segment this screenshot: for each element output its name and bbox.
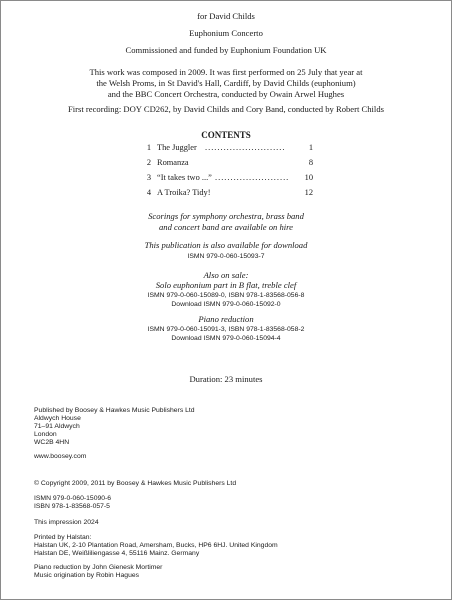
- performance-line-1: This work was composed in 2009. It was first performed on 25 July that year at: [89, 67, 363, 77]
- publisher-website-link[interactable]: www.boosey.com: [34, 453, 87, 460]
- toc-page: 10: [304, 173, 313, 182]
- toc-title: “It takes two ...”: [157, 173, 212, 182]
- address-line: WC2B 4HN: [34, 439, 70, 446]
- copyright-ismn: ISMN 979-0-060-15090-6: [34, 495, 112, 502]
- work-title: Euphonium Concerto: [189, 28, 263, 38]
- publisher-line: Published by Boosey & Hawkes Music Publishers Ltd: [34, 407, 195, 414]
- music-origination-credit: Music origination by Robin Hagues: [34, 572, 140, 579]
- impression-line: This impression 2024: [34, 519, 99, 526]
- also-on-sale-heading: Also on sale:: [203, 270, 249, 280]
- address-line: Aldwych House: [34, 415, 81, 422]
- toc-title: Romanza: [157, 158, 189, 167]
- printer-line-1: Printed by Halstan:: [34, 534, 92, 541]
- first-recording: First recording: DOY CD262, by David Childs and Cory Band, conducted by Robert Childs: [68, 104, 384, 114]
- toc-number: 2: [146, 158, 151, 167]
- toc-number: 3: [146, 173, 151, 182]
- download-line: This publication is also available for download: [144, 240, 308, 250]
- printer-line-3: Halstan DE, Weißliliengasse 4, 55116 Mainz. Germany: [34, 550, 200, 557]
- piano-reduction-heading: Piano reduction: [198, 314, 254, 324]
- toc-leader: ..........................: [205, 143, 286, 152]
- piano-reduction-download: Download ISMN 979-0-060-15094-4: [171, 335, 281, 342]
- toc-title: The Juggler: [157, 143, 197, 152]
- performance-line-3: and the BBC Concert Orchestra, conducted by Owain Arwel Hughes: [107, 89, 345, 99]
- hire-line-2: and concert band are available on hire: [159, 222, 293, 232]
- toc-number: 1: [146, 143, 151, 152]
- contents-heading: CONTENTS: [201, 130, 251, 140]
- duration: Duration: 23 minutes: [189, 374, 263, 384]
- copyright-line: © Copyright 2009, 2011 by Boosey & Hawkes Music Publishers Ltd: [34, 480, 237, 487]
- solo-part-line: Solo euphonium part in B flat, treble clef: [155, 280, 297, 290]
- toc-page: 1: [308, 143, 313, 152]
- copyright-isbn: ISBN 978-1-83568-057-5: [34, 503, 110, 510]
- toc-leader: ........................: [215, 173, 290, 182]
- piano-reduction-numbers: ISMN 979-0-060-15091-3, ISBN 978-1-83568-058-2: [147, 326, 305, 333]
- commission-line: Commissioned and funded by Euphonium Foundation UK: [125, 45, 327, 55]
- piano-reduction-credit: Piano reduction by John Gienesk Mortimer: [34, 564, 163, 571]
- toc-page: 12: [304, 188, 313, 197]
- solo-part-download: Download ISMN 979-0-060-15092-0: [171, 301, 281, 308]
- toc-item[interactable]: [143, 188, 313, 200]
- toc-page: 8: [308, 158, 313, 167]
- printer-line-2: Halstan UK, 2-10 Plantation Road, Amersham, Bucks, HP6 6HJ. United Kingdom: [34, 542, 278, 549]
- toc-item[interactable]: [143, 173, 313, 185]
- solo-part-numbers: ISMN 979-0-060-15089-0, ISBN 978-1-83568-056-8: [147, 292, 305, 299]
- hire-line-1: Scorings for symphony orchestra, brass band: [148, 211, 304, 221]
- toc-number: 4: [146, 188, 151, 197]
- download-ismn: ISMN 979-0-060-15093-7: [187, 253, 265, 260]
- toc-item[interactable]: [143, 158, 313, 170]
- toc-title: A Troika? Tidy!: [157, 188, 211, 197]
- address-line: London: [34, 431, 57, 438]
- performance-line-2: the Welsh Proms, in St David's Hall, Cardiff, by David Childs (euphonium): [96, 78, 356, 88]
- address-line: 71–91 Aldwych: [34, 423, 80, 430]
- toc-item[interactable]: [143, 143, 313, 155]
- dedication: for David Childs: [197, 11, 255, 21]
